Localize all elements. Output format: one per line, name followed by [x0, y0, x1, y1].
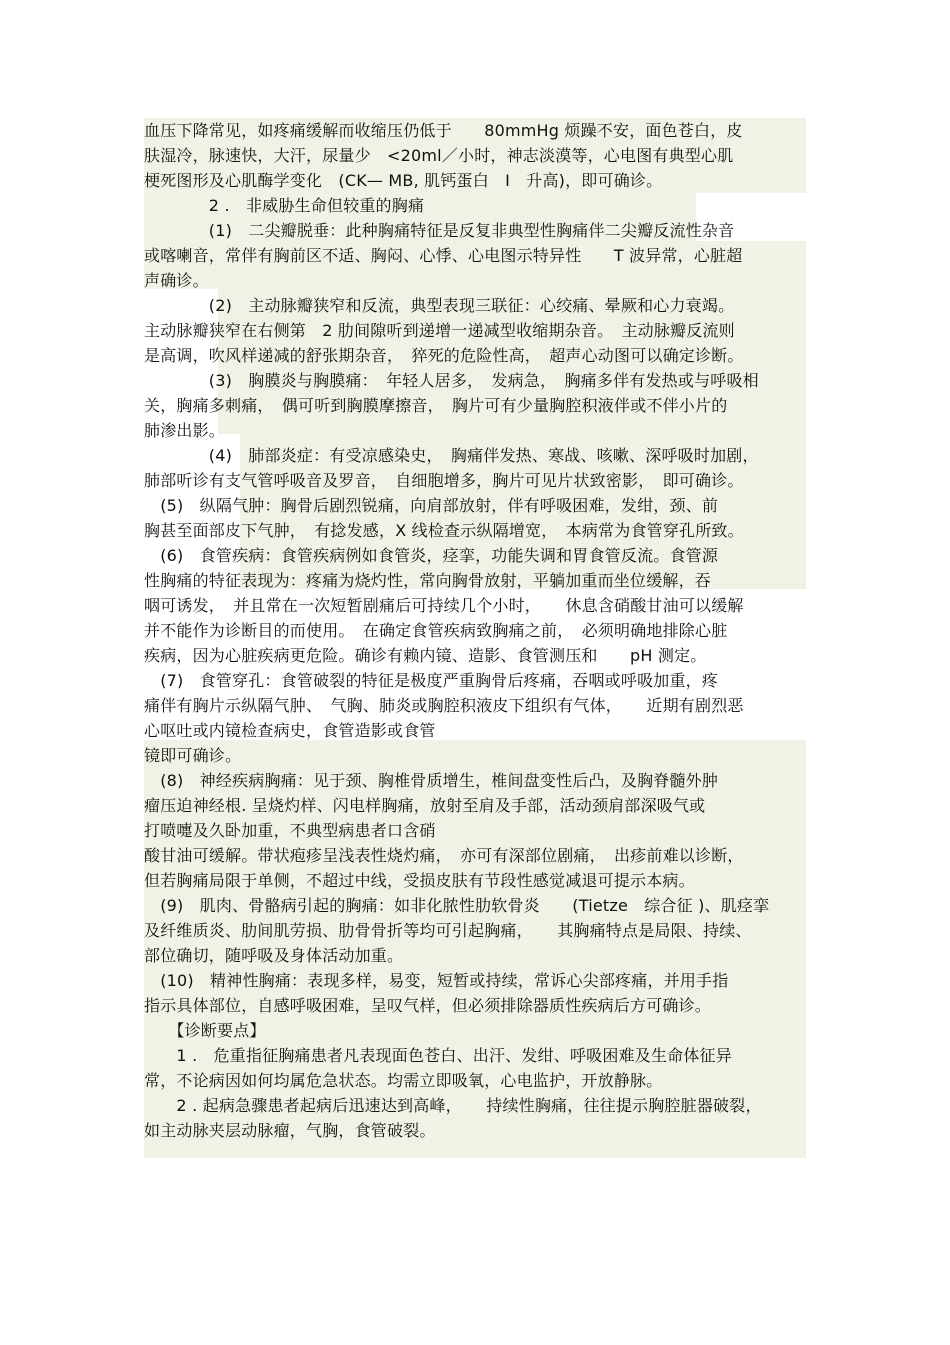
text-line: 咽可诱发， 并且常在一次短暂剧痛后可持续几个小时， 休息含硝酸甘油可以缓解 [144, 596, 744, 615]
text-line: 声确诊。 [144, 271, 209, 290]
text-line: 是高调，吹风样递减的舒张期杂音， 猝死的危险性高， 超声心动图可以确定诊断。 [144, 346, 744, 365]
text-line: 或喀喇音，常伴有胸前区不适、胸闷、心悸、心电图示特异性 T 波异常，心脏超 [144, 246, 743, 265]
text-line: 疾病，因为心脏疾病更危险。确诊有赖内镜、造影、食管测压和 pH 测定。 [144, 646, 707, 665]
text-line: 主动脉瓣狭窄在右侧第 2 肋间隙听到递增一递减型收缩期杂音。 主动脉瓣反流则 [144, 321, 735, 340]
text-line: (6) 食管疾病：食管疾病例如食管炎，痉挛，功能失调和胃食管反流。食管源 [144, 546, 719, 565]
text-line: (1) 二尖瓣脱垂：此种胸痛特征是反复非典型性胸痛伴二尖瓣反流性杂音 [144, 221, 735, 240]
text-line: 2 . 非威胁生命但较重的胸痛 [144, 196, 425, 215]
text-line: 痛伴有胸片示纵隔气肿、 气胸、肺炎或胸腔积液皮下组织有气体， 近期有剧烈恶 [144, 696, 744, 715]
text-line: 【诊断要点】 [144, 1021, 266, 1040]
text-line: 镜即可确诊。 [144, 746, 242, 765]
text-line: 部位确切，随呼吸及身体活动加重。 [144, 946, 404, 965]
text-line: 关，胸痛多刺痛， 偶可听到胸膜摩擦音， 胸片可有少量胸腔积液伴或不伴小片的 [144, 396, 728, 415]
text-line: 并不能作为诊断目的而使用。 在确定食管疾病致胸痛之前， 必须明确地排除心脏 [144, 621, 728, 640]
text-line: 及纤维质炎、肋间肌劳损、肋骨骨折等均可引起胸痛， 其胸痛特点是局限、持续、 [144, 921, 752, 940]
text-line: 心呕吐或内镜检查病史，食管造影或食管 [144, 721, 436, 740]
text-line: 但若胸痛局限于单侧，不超过中线，受损皮肤有节段性感觉减退可提示本病。 [144, 871, 695, 890]
text-line: 肺部听诊有支气管呼吸音及罗音， 自细胞增多，胸片可见片状致密影， 即可确诊。 [144, 471, 744, 490]
text-line: 常，不论病因如何均属危急状态。均需立即吸氧，心电监护，开放静脉。 [144, 1071, 663, 1090]
text-line: 肤湿冷，脉速快，大汗，尿量少 <20ml／小时，神志淡漠等，心电图有典型心肌 [144, 146, 734, 165]
text-line: 如主动脉夹层动脉瘤，气胸，食管破裂。 [144, 1121, 436, 1140]
text-line: 梗死图形及心肌酶学变化 (CK— MB, 肌钙蛋白 I 升高)，即可确诊。 [144, 171, 663, 190]
text-line: (7) 食管穿孔：食管破裂的特征是极度严重胸骨后疼痛，吞咽或呼吸加重，疼 [144, 671, 719, 690]
text-line: (8) 神经疾病胸痛：见于颈、胸椎骨质增生，椎间盘变性后凸，及胸脊髓外肿 [144, 771, 719, 790]
text-line: 打喷嚏及久卧加重，不典型病患者口含硝 [144, 821, 436, 840]
text-line: (2) 主动脉瓣狭窄和反流，典型表现三联征：心绞痛、晕厥和心力衰竭。 [144, 296, 735, 315]
text-line: 胸甚至面部皮下气肿， 有捻发感，X 线检查示纵隔增宽， 本病常为食管穿孔所致。 [144, 521, 744, 540]
text-line: (4) 肺部炎症：有受凉感染史， 胸痛伴发热、寒战、咳嗽、深呼吸时加剧， [144, 446, 759, 465]
text-line: 酸甘油可缓解。带状疱疹呈浅表性烧灼痛， 亦可有深部位剧痛， 出疹前难以诊断， [144, 846, 744, 865]
text-line: 性胸痛的特征表现为：疼痛为烧灼性，常向胸骨放射，平躺加重而坐位缓解，吞 [144, 571, 712, 590]
text-line: (3) 胸膜炎与胸膜痛： 年轻人居多， 发病急， 胸痛多伴有发热或与呼吸相 [144, 371, 759, 390]
text-line: (5) 纵隔气肿：胸骨后剧烈锐痛，向肩部放射，伴有呼吸困难，发绀，颈、前 [144, 496, 719, 515]
text-line: (9) 肌肉、骨骼病引起的胸痛：如非化脓性肋软骨炎 (Tietze 综合征 )、肌痉挛 [144, 896, 770, 915]
text-line: (10) 精神性胸痛：表现多样，易变，短暂或持续，常诉心尖部疼痛，并用手指 [144, 971, 729, 990]
text-line: 瘤压迫神经根. 呈烧灼样、闪电样胸痛，放射至肩及手部，活动颈肩部深吸气或 [144, 796, 706, 815]
text-line: 肺渗出影。 [144, 421, 226, 440]
text-line: 指示具体部位，自感呼吸困难，呈叹气样，但必须排除器质性疾病后方可确诊。 [144, 996, 712, 1015]
text-line: 血压下降常见，如疼痛缓解而收缩压仍低于 80mmHg 烦躁不安，面色苍白，皮 [144, 121, 743, 140]
text-line: 2 . 起病急骤患者起病后迅速达到高峰， 持续性胸痛，往往提示胸腔脏器破裂， [144, 1096, 762, 1115]
text-line: 1 . 危重指征胸痛患者凡表现面色苍白、出汗、发绀、呼吸困难及生命体征异 [144, 1046, 732, 1065]
